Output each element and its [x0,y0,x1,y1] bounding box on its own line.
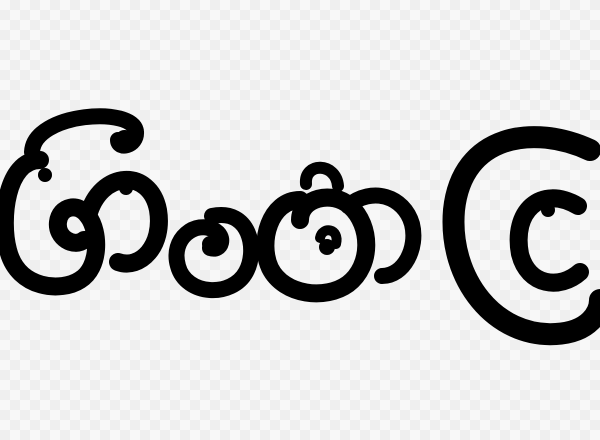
letter-la [453,137,600,334]
letter-ha [265,168,413,294]
letter-si [5,116,159,286]
letter-anusvara [177,215,252,290]
